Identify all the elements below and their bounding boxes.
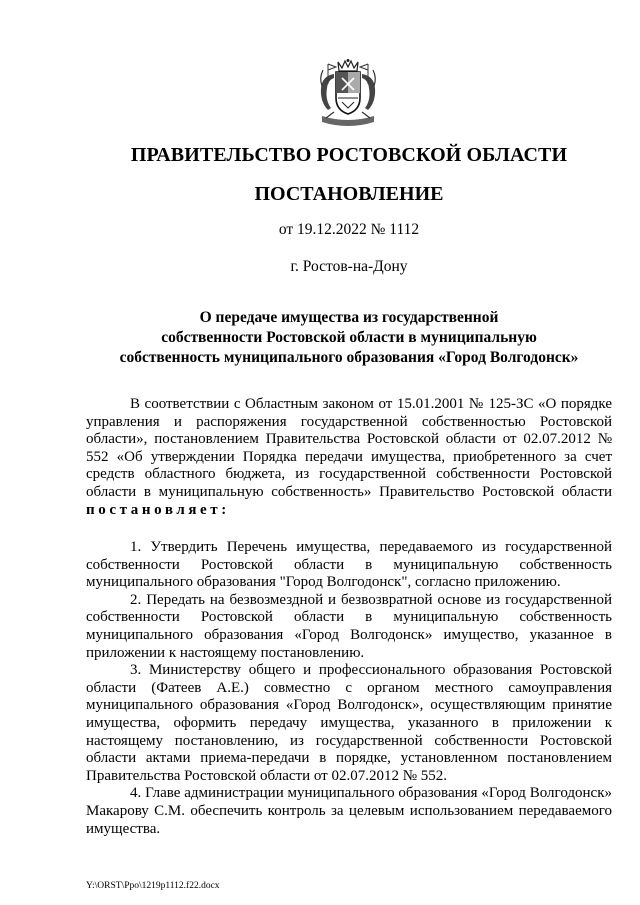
resolution-items [86, 539, 612, 838]
decree-word: постановляет: [86, 501, 230, 518]
preamble [86, 396, 612, 519]
preamble-text: В соответствии с Областным законом от 15.01.2001 № 125-ЗС «О порядке управления и распоряжения государственной собственностью Ростовской области», постановлением Правительства Ростовской области от 02.07.2012 № 552 «Об утверждении Порядка передачи имущества, приобретенного за счет средств областного бюджета, из государственной собственности Ростовской области в муниципальную собственность» Правительство Ростовской области [86, 396, 612, 500]
subject-line: собственность муниципального образования «Город Волгодонск» [119, 349, 579, 366]
document-date-number: от 19.12.2022 № 1112 [278, 221, 420, 238]
government-name: ПРАВИТЕЛЬСТВО РОСТОВСКОЙ ОБЛАСТИ [130, 144, 568, 166]
document-subject [0, 308, 640, 368]
subject-line: собственности Ростовской области в муниципальную [161, 329, 537, 346]
document-city: г. Ростов-на-Дону [290, 258, 408, 275]
resolution-item-2: 2. Передать на безвозмездной и безвозвратной основе из государственной собственности Ростовской области в муниципальную собственность муниципального образования «Город Волгодонск» имущество, указанное в приложении к настоящему постановлению. [86, 591, 612, 661]
document-type: ПОСТАНОВЛЕНИЕ [254, 183, 444, 205]
subject-line: О передаче имущества из государственной [199, 309, 499, 326]
resolution-item-3: 3. Министерству общего и профессионального образования Ростовской области (Фатеев А.Е.) совместно с органом местного самоуправления муниципального образования «Город Волгодонск», осуществляющим принятие имущества, оформить передачу имущества, указанного в приложении к настоящему постановлению, из государственной собственности Ростовской области актами приема-передачи в порядке, установленном постановлением Правительства Ростовской области от 02.07.2012 № 552. [86, 662, 612, 784]
resolution-item-1: 1. Утвердить Перечень имущества, передаваемого из государственной собственности Ростовской области в муниципальную собственность муниципального образования "Город Волгодонск", согласно приложению. [86, 539, 612, 591]
resolution-item-4: 4. Главе администрации муниципального образования «Город Волгодонск» Макарову С.М. обеспечить контроль за целевым использованием передаваемого имущества. [86, 785, 612, 837]
file-path-footer: Y:\ORST\Ppo\1219p1112.f22.docx [86, 881, 220, 891]
rostov-oblast-coat-of-arms-icon [314, 58, 382, 130]
preamble-paragraph [86, 396, 612, 519]
